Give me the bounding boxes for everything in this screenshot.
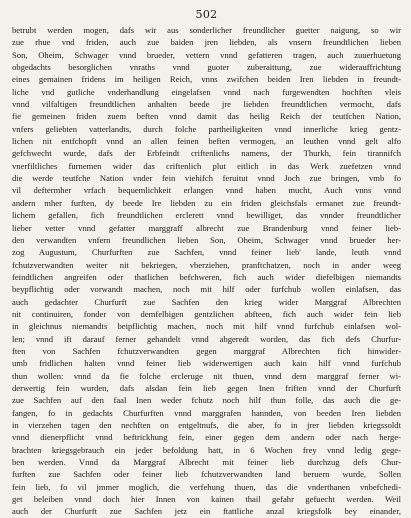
text-line: furften zue Sachfen oder feiner lieb fchutzverwandten land beruern wurde, Sollen: [12, 469, 401, 480]
page-number: 502: [195, 8, 218, 21]
text-line: andern mher furften, dy beede Ire liebden zu ein friden gleichsfals ermanet zue freundt-: [12, 197, 401, 208]
text-line: liche vnd gutliche vnderhandlung eingelafsen vnnd nach furgewendten hochften vleis: [12, 86, 401, 97]
text-line: get beleiben vnnd doch hier Innen von kainen thail gefahr gefuecht werden. Weil: [12, 494, 401, 505]
text-line: vnfers geliebten vatterlandts, durch folche partheiligkeiten vnnd innerliche krieg gentz-: [12, 123, 401, 134]
text-line: beypflichtig oder vorwandt machen, noch mit hilf oder furfchub wollen einlafsen, das: [12, 284, 401, 295]
text-line: thun wollen: vnnd da fie folche ercleruge nit thuen, vnnd dem marggraf ferner wi-: [12, 370, 401, 381]
text-line: nit continuiren, fonder von demfelbigen gentzlichen abfteen, fich auch wider fein lieb: [12, 308, 401, 319]
text-line: fie gemeinen friden zuem beften vnnd damit das heilig Reich der teutfchen Nation,: [12, 111, 401, 122]
text-line: umb fridlichen halten vnnd feiner lieb widerwertigen auch kain hilf vnnd furfchub: [12, 358, 401, 369]
text-line: fchutzverwandten weiter nit bekriegen, vberziehen, pranftchatzen, noch in ander weeg: [12, 259, 401, 270]
text-line: Son, Oheim, Schwager vnnd brueder, vettern vnnd gefatteren tragen, auch zuuerhuetung: [12, 49, 401, 60]
text-line: zog Augustum, Churfurften zue Sachfen, vnnd feiner lieb' lande, leuth vnnd: [12, 247, 401, 258]
text-line: vnnd dienerpflicht vnnd beftrickhung fein, einer gegen dem andern oder nach herge-: [12, 432, 401, 443]
text-line: vnnd vilfaltigen freundtlichen anhalten beede jre liebden freundtlichen vermocht, dafs: [12, 99, 401, 110]
text-line: vil deftermher vrfach bequemlichkeit erlangen vnnd haben mucht, Auch vnns vnnd: [12, 185, 401, 196]
text-line: fangen, fo in gedachts Churfurften vnnd marggrafen hannden, von beeden Iren liebden: [12, 407, 401, 418]
text-line: die werde teutfche Nation vnder fein viehifch feruitut vnnd Joch zue bringen, vmb fo: [12, 173, 401, 184]
text-line: lichem gefallen, fich freundtlichen erclerett vnnd bewilliget, das vnnder freundtlicher: [12, 210, 401, 221]
text-line: eines gemainen fridens im heiligen Reich, vnns zwifchen beiden Iren liebden in freundt-: [12, 74, 401, 85]
text-line: fein lieb, fo vil jmmer moglich, die verfehung thuen, das die vnderthanen vnbefchedi-: [12, 481, 401, 492]
text-line: feindtlichen angreifen oder thatlichen befchweren, fich auch wider diefelbigen niemandts: [12, 271, 401, 282]
text-line: lichen nit entfchopft vnnd an allen feinen beften vermogen, an leuthen vnnd gelt alfo: [12, 136, 401, 147]
text-line: zue Sachfen auf den faal Inen weder fchutz noch hilf thun folle, das auch die ge-: [12, 395, 401, 406]
text-line: obgedachts besorglichen vnraths vnnd guoter zuberaittung, zue widerauffrichtung: [12, 62, 401, 73]
body-text: [12, 24, 401, 518]
text-line: len; vnnd ift darauf ferner gehandelt vnnd abgeredt worden, das fich defs Churfur-: [12, 333, 401, 344]
text-line: auch der Churfurft zue Sachfen jetz ein ftattliche anzal kriegsfolk bey einander,: [12, 506, 401, 517]
text-line: vnerfiltliches furnemen wider das criftenlich plut eitlich in das Werk zuefetzen vnnd: [12, 160, 401, 171]
text-line: den verwandten vnfern freundlichen lieben Son, Oheim, Schwager vnnd brueder her-: [12, 234, 401, 245]
text-line: derwertig fein wurden, dafs alsdan fein lieb gegen Inen friften vnnd der Churfurft: [12, 382, 401, 393]
text-line: in vierzehen tagen den nechften on entgeltnufs, die aber, fo in jrer liebden kriegssoldt: [12, 420, 401, 430]
text-line: lieber vetter vnnd gefatter marggraff albrecht zue Brandenburg vnnd feiner lieb-: [12, 222, 401, 233]
text-line: in gleichnus niemandts beipflichtig machen, noch mit hilf vnnd furfchub einlafsen wol-: [12, 321, 401, 332]
text-line: ben werden. Vnnd da Marggraf Albrecht mit feiner lieb durchzug defs Chur-: [12, 457, 401, 468]
text-line: brachten kriegsgebrauch ein jeder befoldung hatt, in 6 Wochen frey vnnd ledig gege-: [12, 444, 401, 455]
text-line: auch gedachter Churfurft zue Sachfen den krieg wider Marggraf Albrechten: [12, 296, 401, 307]
text-line: ften von Sachfen fchutzverwandten gegen marggraf Albrechten fich hinwider-: [12, 345, 401, 356]
text-line: betrubt werden mogen, dafs wir aus sonderlicher freundlicher guetter naigung, so wir: [12, 25, 401, 35]
text-line: gefchwecht wurde, dafs der Erbfeindt criftenlichs namens, der Thurkh, fein tirannifch: [12, 148, 401, 159]
text-line: zue rhue vnd friden, auch zue baiden jren liebden, als vnsern freundtlichen lieben: [12, 37, 401, 48]
